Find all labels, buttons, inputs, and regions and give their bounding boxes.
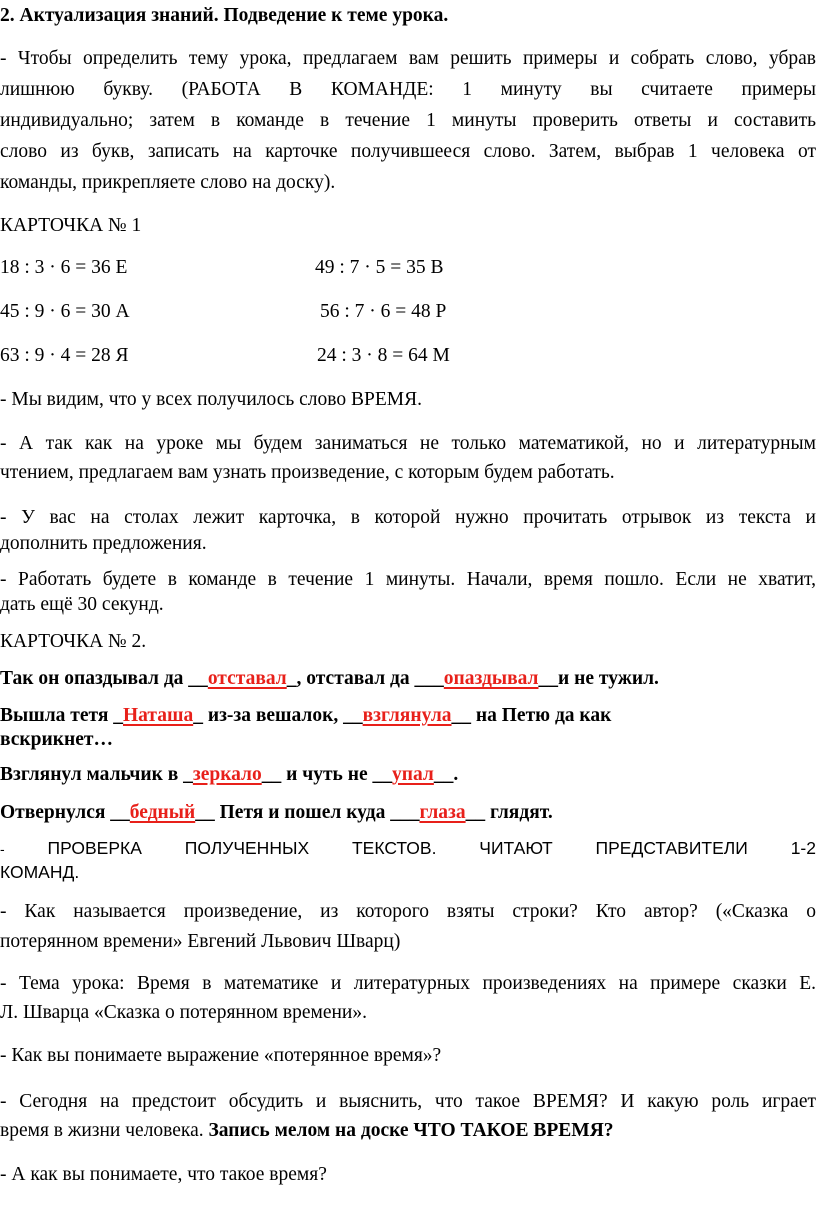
sentence-text: __. <box>433 764 459 785</box>
filled-word: отставал <box>207 668 287 689</box>
example-left: 45 : 9 · 6 = 30 А <box>0 301 130 322</box>
intro-line: команды, прикрепляете слово на доску). <box>0 172 336 193</box>
example-right: 24 : 3 · 8 = 64 М <box>317 345 450 366</box>
intro-line: слово из букв, записать на карточке получившееся слово. Затем, выбрав 1 человека от <box>0 141 816 162</box>
check-line: КОМАНД. <box>0 862 80 882</box>
literature-line: чтением, предлагаем вам узнать произведение, с которым будем работать. <box>0 462 615 483</box>
topic-line: - Тема урока: Время в математике и литературных произведениях на примере сказки Е. <box>0 973 816 994</box>
author-line: - Как называется произведение, из которого взяты строки? Кто автор? («Сказка о <box>0 901 816 922</box>
card2-sentence <box>0 762 816 787</box>
today-line <box>0 1118 816 1143</box>
example-right: 49 : 7 · 5 = 35 В <box>315 257 444 278</box>
sentence-text: Так он опаздывал да __ <box>0 668 208 689</box>
example-right: 56 : 7 · 6 = 48 Р <box>320 301 447 322</box>
intro-line: индивидуально; затем в команде в течение 1 минуты проверить ответы и составить <box>0 110 816 131</box>
card-line: - У вас на столах лежит карточка, в которой нужно прочитать отрывок из текста и <box>0 507 816 528</box>
team-line: - Работать будете в команде в течение 1 минуты. Начали, время пошло. Если не хватит, <box>0 569 816 590</box>
card2-sentence <box>0 703 816 728</box>
sentence-text: __ глядят. <box>465 802 553 823</box>
filled-word: упал <box>392 764 434 785</box>
sentence-text: __и не тужил. <box>538 668 659 689</box>
author-line: потерянном времени» Евгений Львович Шварц) <box>0 931 401 952</box>
sentence-text: Вышла тетя _ <box>0 705 123 726</box>
sentence-text: Взглянул мальчик в _ <box>0 764 193 785</box>
team-line: дать ещё 30 секунд. <box>0 594 164 615</box>
intro-line: лишнюю букву. (РАБОТА В КОМАНДЕ: 1 минуту вы считаете примеры <box>0 79 816 100</box>
check-dash: - <box>0 841 5 857</box>
literature-line: - А так как на уроке мы будем заниматься не только математикой, но и литературным <box>0 433 816 454</box>
sentence-text: _ из-за вешалок, __ <box>193 705 363 726</box>
intro-line: - Чтобы определить тему урока, предлагаем вам решить примеры и собрать слово, убрав <box>0 48 816 69</box>
filled-word: Наташа <box>123 705 194 726</box>
board-note: Запись мелом на доске ЧТО ТАКОЕ ВРЕМЯ? <box>208 1120 614 1141</box>
final-question: - А как вы понимаете, что такое время? <box>0 1164 327 1185</box>
sentence-text: __ на Петю да как <box>451 705 612 726</box>
card1-title: КАРТОЧКА № 1 <box>0 215 142 236</box>
filled-word: глаза <box>419 802 466 823</box>
filled-word: бедный <box>129 802 196 823</box>
topic-line: Л. Шварца «Сказка о потерянном времени». <box>0 1002 367 1023</box>
filled-word: зеркало <box>192 764 262 785</box>
section-title: 2. Актуализация знаний. Подведение к теме урока. <box>0 5 449 26</box>
card2-sentence-continuation: вскрикнет… <box>0 729 113 750</box>
example-left: 18 : 3 · 6 = 36 Е <box>0 257 128 278</box>
sentence-text: __ Петя и пошел куда ___ <box>195 802 420 823</box>
today-line: - Сегодня на предстоит обсудить и выяснить, что такое ВРЕМЯ? И какую роль играет <box>0 1091 816 1112</box>
check-text: ПРОВЕРКА ПОЛУЧЕННЫХ ТЕКСТОВ. ЧИТАЮТ ПРЕДСТАВИТЕЛИ 1-2 <box>47 838 816 858</box>
sentence-text: _, отставал да ___ <box>286 668 444 689</box>
today-text: время в жизни человека. <box>0 1120 209 1141</box>
card-line: дополнить предложения. <box>0 533 207 554</box>
filled-word: взглянула <box>362 705 452 726</box>
card2-sentence <box>0 666 816 691</box>
sentence-text: Отвернулся __ <box>0 802 130 823</box>
card2-title: КАРТОЧКА № 2. <box>0 631 147 652</box>
card2-sentence <box>0 800 816 825</box>
check-line <box>0 836 816 862</box>
word-result: - Мы видим, что у всех получилось слово ВРЕМЯ. <box>0 389 422 410</box>
lost-time-question: - Как вы понимаете выражение «потерянное время»? <box>0 1045 442 1066</box>
filled-word: опаздывал <box>443 668 539 689</box>
sentence-text: __ и чуть не __ <box>261 764 393 785</box>
example-left: 63 : 9 · 4 = 28 Я <box>0 345 129 366</box>
